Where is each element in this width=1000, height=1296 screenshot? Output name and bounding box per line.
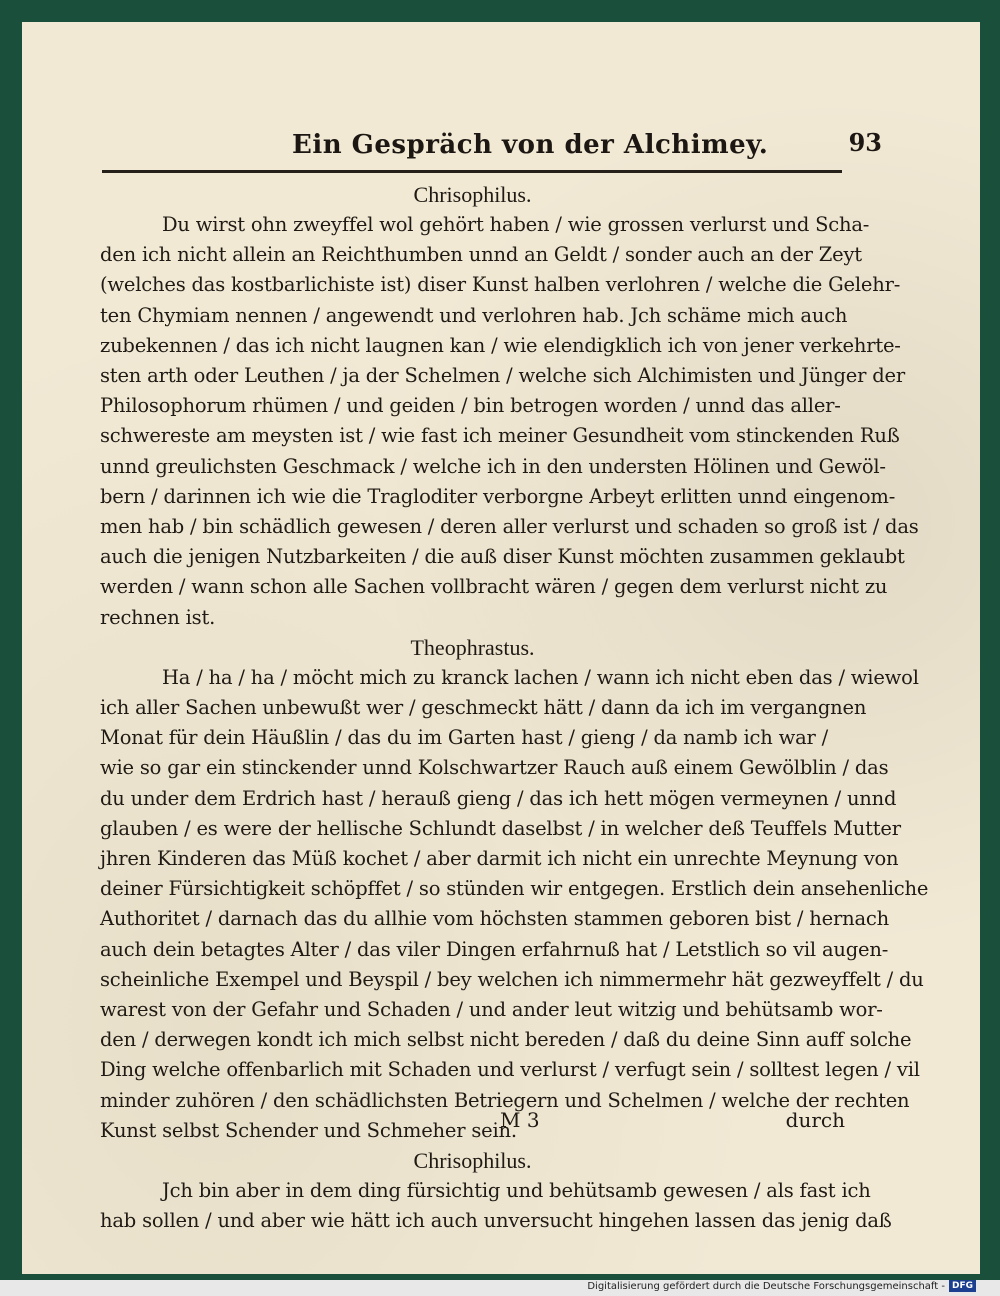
signature-mark: M 3: [500, 1108, 540, 1132]
page-header: [102, 122, 882, 168]
text-line: Authoritet / darnach das du allhie vom höchsten stammen geboren bist / hernach: [100, 907, 889, 931]
text-line: ich aller Sachen unbewußt wer / geschmeckt hätt / dann da ich im vergangnen: [100, 696, 867, 720]
text-line: sten arth oder Leuthen / ja der Schelmen / welche sich Alchimisten und Jünger der: [100, 364, 905, 388]
text-line: minder zuhören / den schädlichsten Betriegern und Schelmen / welche der rechten: [100, 1088, 910, 1112]
text-line: auch dein betagtes Alter / das viler Dingen erfahrnuß hat / Letstlich so vil augen-: [100, 937, 889, 961]
text-line: wie so gar ein stinckender unnd Kolschwartzer Rauch auß einem Gewölblin / das: [100, 756, 889, 780]
text-line: den ich nicht allein an Reichthumben unnd an Geldt / sonder auch an der Zeyt: [100, 243, 862, 267]
text-line: hab sollen / und aber wie hätt ich auch unversucht hingehen lassen das jenig daß: [100, 1209, 892, 1233]
text-line: Ding welche offenbarlich mit Schaden und verlurst / verfugt sein / solltest legen / vil: [100, 1058, 920, 1082]
text-line: warest von der Gefahr und Schaden / und ander leut witzig und behütsamb wor-: [100, 998, 883, 1022]
page-number: 93: [848, 128, 882, 157]
text-line: auch die jenigen Nutzbarkeiten / die auß diser Kunst möchten zusammen geklaubt: [100, 545, 905, 569]
text-line: werden / wann schon alle Sachen vollbracht wären / gegen dem verlurst nicht zu: [100, 575, 888, 599]
page-text: [100, 180, 929, 1237]
funding-note: [587, 1280, 976, 1292]
text-line: du under dem Erdrich hast / herauß gieng / das ich hett mögen vermeynen / unnd: [100, 786, 897, 810]
text-line: glauben / es were der hellische Schlundt daselbst / in welcher deß Teuffels Mutter: [100, 816, 901, 840]
text-line: Kunst selbst Schender und Schmeher sein.: [100, 1118, 517, 1142]
speaker-name: Chrisophilus.: [413, 182, 532, 207]
text-line: Jch bin aber in dem ding fürsichtig und behütsamb gewesen / als fast ich: [162, 1179, 871, 1203]
text-line: rechnen ist.: [100, 605, 216, 629]
text-line: bern / darinnen ich wie die Tragloditer verborgne Arbeyt erlitten unnd eingenom-: [100, 484, 896, 508]
text-line: schwereste am meysten ist / wie fast ich meiner Gesundheit vom stinckenden Ruß: [100, 424, 900, 448]
running-head: Ein Gespräch von der Alchimey.: [292, 130, 769, 160]
text-line: den / derwegen kondt ich mich selbst nicht bereden / daß du deine Sinn auff solche: [100, 1028, 912, 1052]
header-rule: [102, 170, 842, 173]
text-line: scheinliche Exempel und Beyspil / bey welchen ich nimmermehr hät gezweyffelt / du: [100, 967, 924, 991]
text-line: (welches das kostbarlichiste ist) diser Kunst halben verlohren / welche die Gelehr-: [100, 273, 901, 297]
speaker-name: Chrisophilus.: [413, 1148, 532, 1174]
text-line: zubekennen / das ich nicht laugnen kan / wie elendigklich ich von jener verkehrte-: [100, 333, 901, 357]
text-line: Du wirst ohn zweyffel wol gehört haben / wie grossen verlurst und Scha-: [162, 213, 870, 236]
speaker-name: Theophrastus.: [410, 634, 535, 660]
catchword: durch: [785, 1108, 845, 1132]
text-line: men hab / bin schädlich gewesen / deren aller verlurst und schaden so groß ist / das: [100, 515, 919, 539]
text-line: unnd greulichsten Geschmack / welche ich in den understen Hölinen und Gewöl-: [100, 454, 886, 478]
dfg-logo: DFG: [949, 1280, 976, 1292]
text-line: Ha / ha / ha / möcht mich zu kranck lachen / wann ich nicht eben das / wiewol: [162, 665, 919, 689]
book-page: [22, 22, 980, 1274]
text-line: Philosophorum rhümen / und geiden / bin betrogen worden / unnd das aller-: [100, 394, 841, 418]
text-line: deiner Fürsichtigkeit schöpffet / so stünden wir entgegen. Erstlich dein ansehenliche: [100, 877, 929, 901]
text-line: Monat für dein Häußlin / das du im Garten hast / gieng / da namb ich war /: [100, 726, 829, 750]
text-line: jhren Kinderen das Müß kochet / aber darmit ich nicht ein unrechte Meynung von: [100, 847, 899, 871]
page-footer: [100, 1108, 845, 1138]
text-line: ten Chymiam nennen / angewendt und verlohren hab. Jch schäme mich auch: [100, 303, 848, 327]
funding-note-text: Digitalisierung gefördert durch die Deutsche Forschungsgemeinschaft -: [587, 1280, 945, 1292]
